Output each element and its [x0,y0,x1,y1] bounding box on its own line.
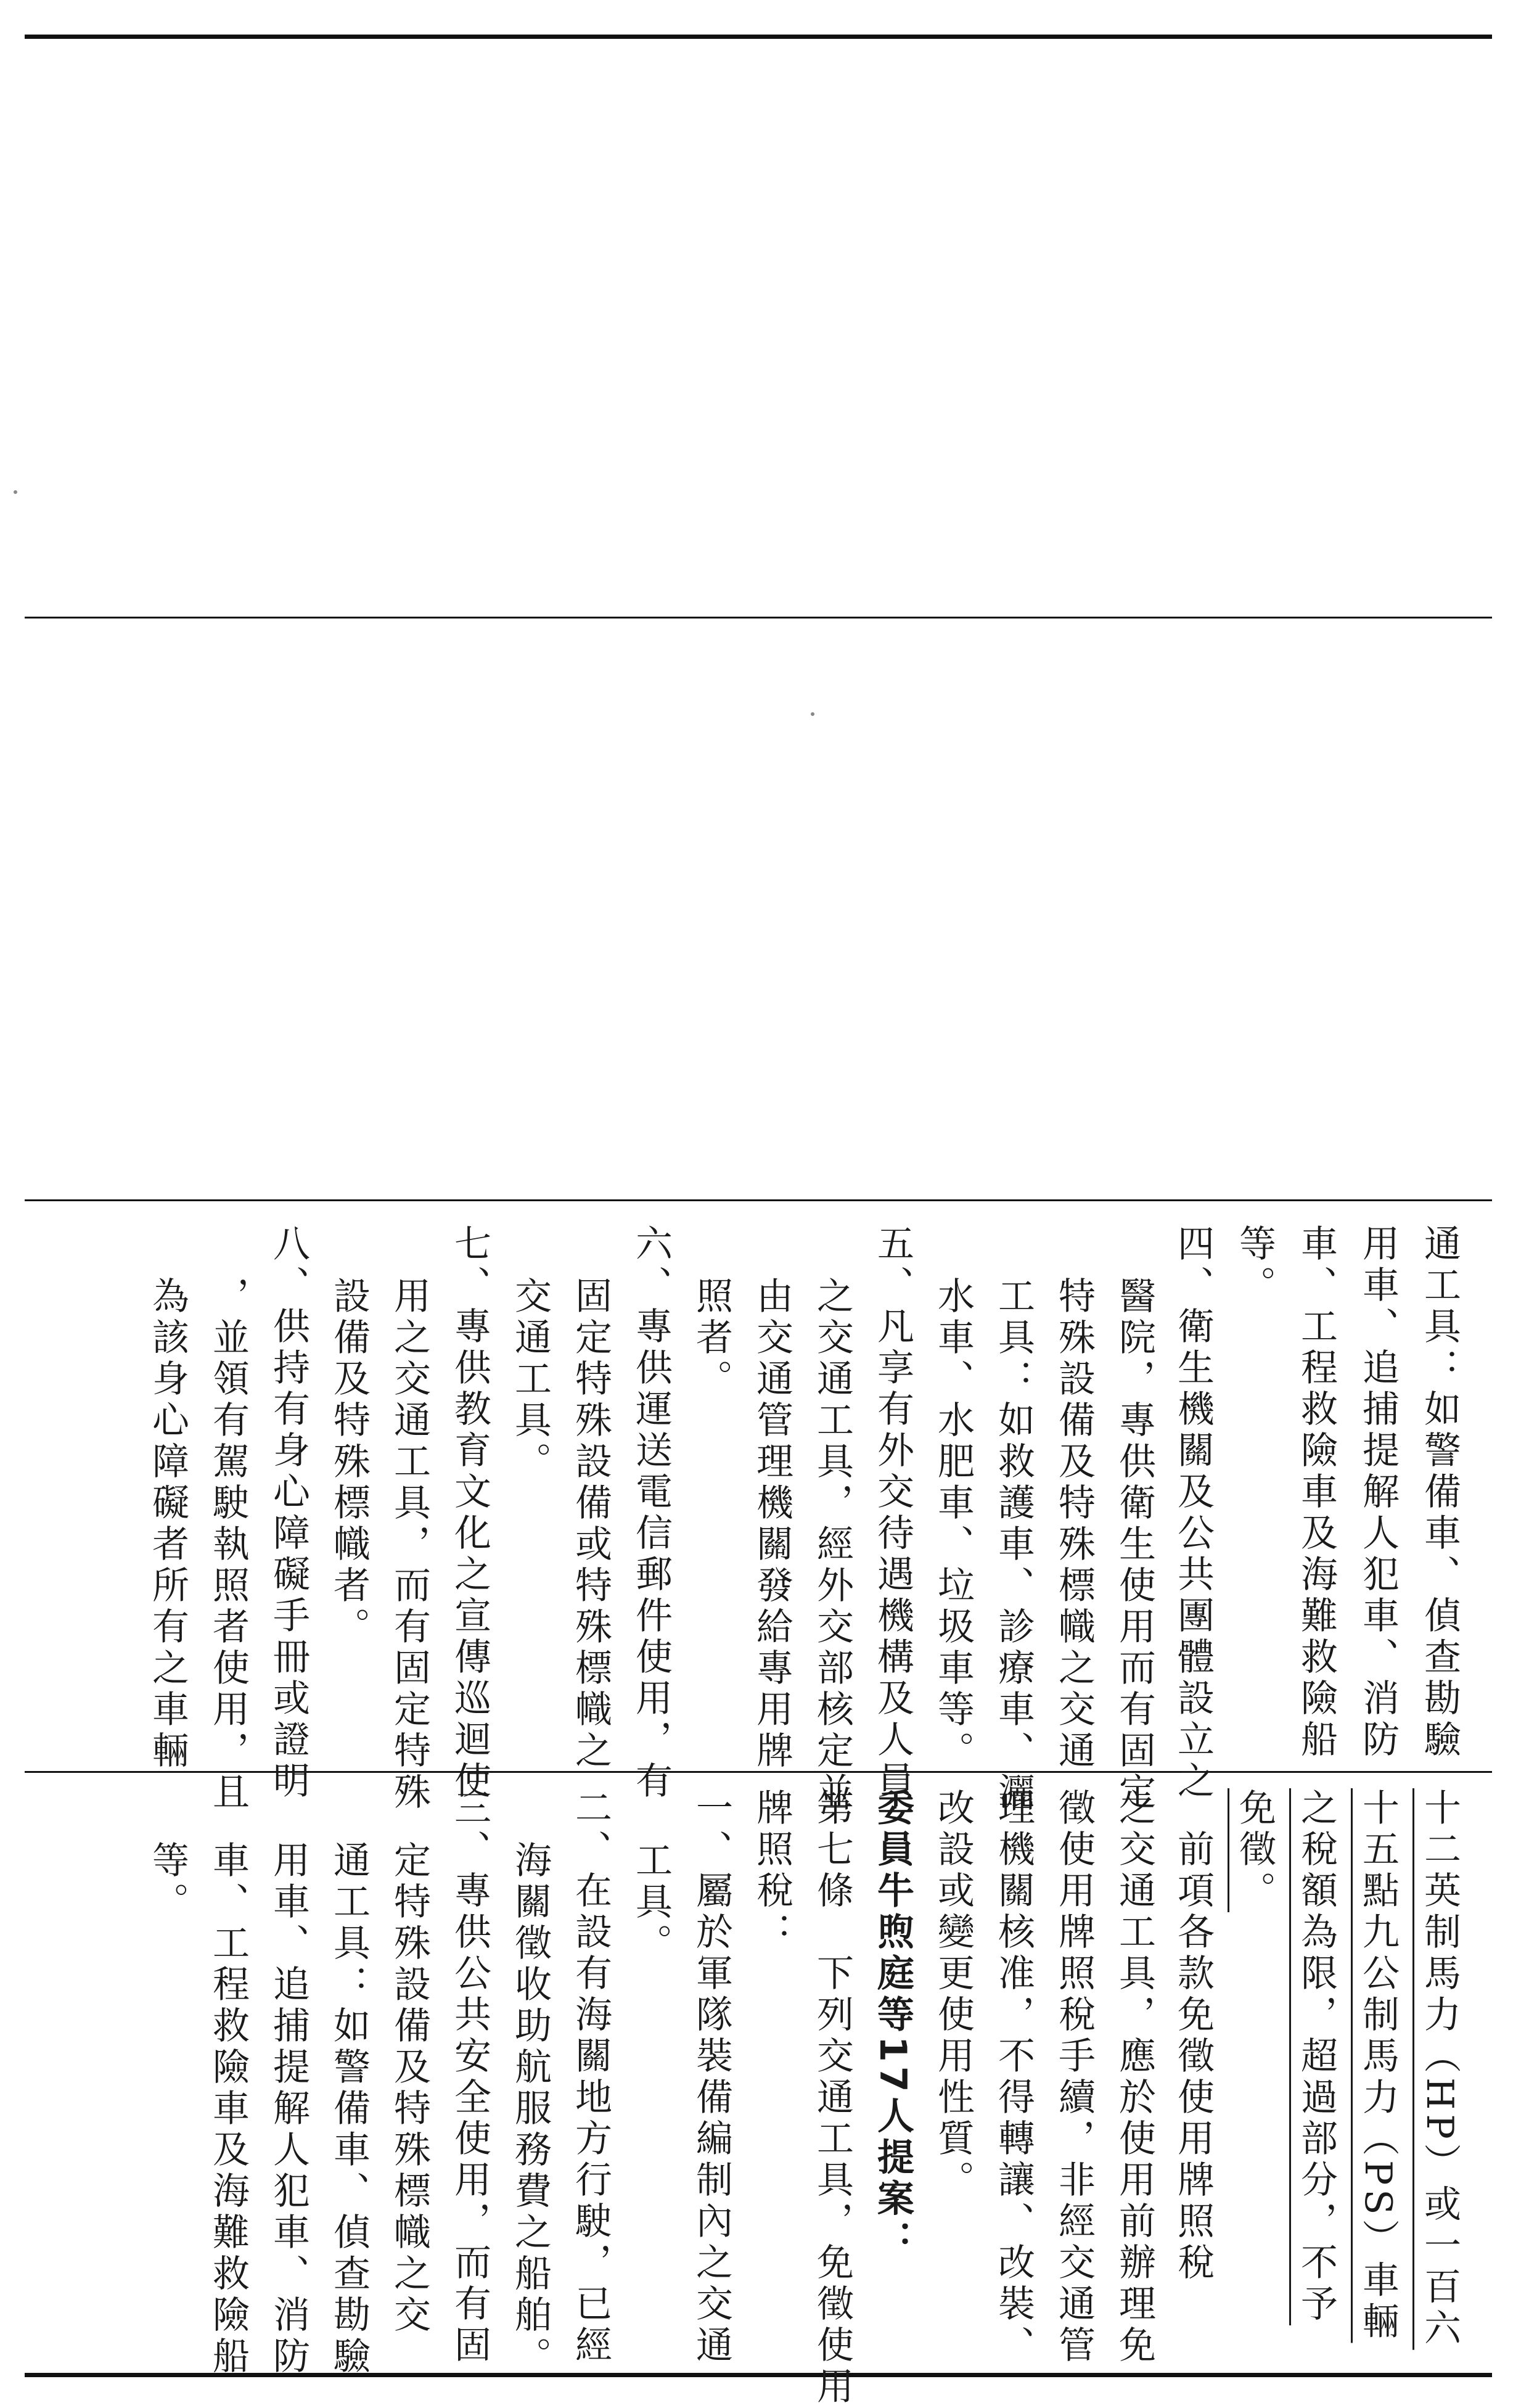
text-line: 等。 [1233,1224,1276,1307]
list-item: 四、衛生機關及公共團體設立之 [1171,1224,1215,1802]
text-line: 水車、水肥車、垃圾車等。 [932,1276,975,1772]
text-line: 理機關核准，不得轉讓、改裝、 [992,1788,1035,2367]
text-line: 通工具：如警備車、偵查勘驗 [1418,1224,1461,1761]
text-line: 等。 [146,1841,189,1923]
text-line: 車、工程救險車及海難救險船 [207,1841,250,2378]
text-line: 車、工程救險車及海難救險船 [1295,1224,1338,1761]
list-item: 七、專供教育文化之宣傳巡迴使 [448,1224,491,1802]
list-item: 三、專供公共安全使用，而有固 [448,1788,491,2367]
article-line: 第七條 下列交通工具，免徵使用 [811,1788,854,2408]
paragraph-line: 前項各款免徵使用牌照稅 [1171,1788,1215,2284]
text-line: ，並領有駕駛執照者使用，且 [207,1276,250,1814]
text-line: 交通工具。 [509,1276,552,1483]
text-line: 十五點九公制馬力（PS）車輛 [1356,1788,1400,2343]
text-line: 工具：如救護車、診療車、灑 [992,1276,1035,1814]
text-line: 由交通管理機關發給專用牌 [750,1276,793,1772]
text-line: 牌照稅： [750,1788,793,1954]
text-line: 照者。 [690,1276,733,1400]
text-line: 之交通工具，應於使用前辦理免 [1113,1788,1156,2367]
scan-speck [14,490,17,494]
text-line: 十二英制馬力（HP）或一百六 [1418,1788,1461,2350]
list-item: 一、屬於軍隊裝備編制內之交通 [690,1788,733,2367]
list-item: 五、凡享有外交待遇機構及人員 [871,1224,914,1802]
text-line: 改設或變更使用性質。 [932,1788,975,2201]
list-item: 二、在設有海關地方行駛，已經 [569,1788,612,2367]
text-line: 用車、追捕提解人犯車、消防 [1356,1224,1400,1761]
text-line: 特殊設備及特殊標幟之交通 [1052,1276,1096,1772]
list-item: 六、專供運送電信郵件使用，有 [629,1224,673,1802]
text-line: 通工具：如警備車、偵查勘驗 [327,1841,371,2378]
divider-rule-2 [25,1199,1492,1201]
text-line: 固定特殊設備或特殊標幟之 [569,1276,612,1772]
text-line: 免徵。 [1233,1788,1276,1912]
text-line: 海關徵收助航服務費之船舶。 [509,1841,552,2378]
text-line: 定特殊設備及特殊標幟之交 [388,1841,431,2336]
divider-rule-1 [25,617,1492,618]
scan-speck [811,712,814,716]
text-line: 工具。 [629,1841,673,1965]
text-line: 之交通工具，經外交部核定並 [811,1276,854,1814]
text-line: 用車、追捕提解人犯車、消防 [267,1841,310,2378]
proposal-heading: 委員牛煦庭等17人提案： [871,1788,914,2262]
text-line: 之稅額為限，超過部分，不予 [1295,1788,1338,2325]
list-item: 八、供持有身心障礙手冊或證明 [267,1224,310,1802]
text-line: 設備及特殊標幟者。 [327,1276,371,1648]
text-line: 為該身心障礙者所有之車輛 [146,1276,189,1772]
text-line: 醫院，專供衛生使用而有固定 [1113,1276,1156,1814]
text-line: 用之交通工具，而有固定特殊 [388,1276,431,1814]
text-line: 徵使用牌照稅手續，非經交通管 [1052,1788,1096,2367]
top-rule [25,35,1492,39]
